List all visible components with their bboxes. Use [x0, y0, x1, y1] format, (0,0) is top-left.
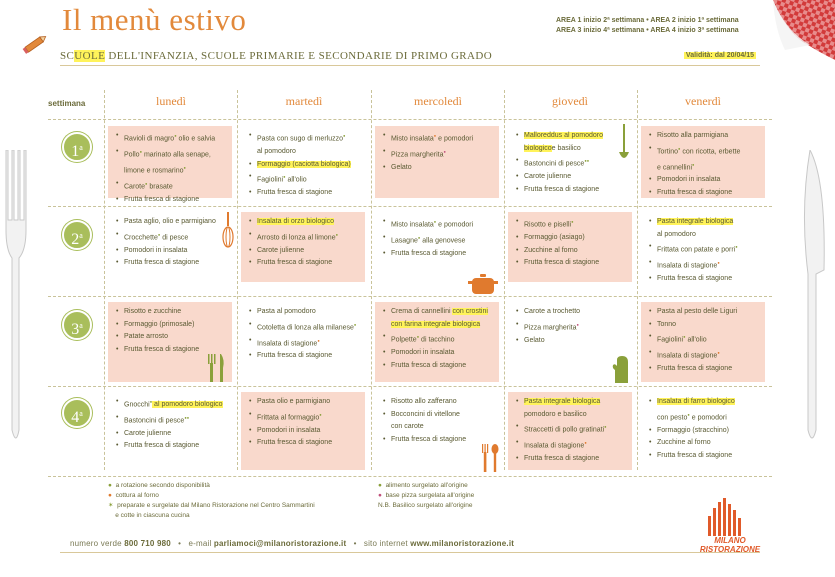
- dish-item: • Arrosto di lonza al limone●: [249, 229, 365, 245]
- menu-cell: [108, 126, 232, 203]
- dish-item: • Frutta fresca di stagione: [116, 194, 232, 207]
- dish-item: • Carote julienne: [249, 245, 365, 258]
- week-column-label: settimana: [48, 99, 86, 108]
- dish-item: • Pasta aglio, olio e parmigiano: [116, 216, 232, 229]
- dish-item: • Pasta al pomodoro: [249, 306, 365, 319]
- week-badge-4: 4$^a$: [62, 398, 92, 428]
- marker-dot: ●: [443, 148, 446, 154]
- legend-item: e cotte in ciascuna cucina: [115, 512, 190, 519]
- marker-dot: ●: [416, 334, 420, 340]
- dish-item: • Straccetti di pollo gratinati●: [516, 421, 632, 437]
- dish-item: limone e rosmarino●: [124, 164, 186, 175]
- marker-dot: ●: [571, 219, 574, 224]
- dish-item: • Pasta con sugo di merluzzo●: [249, 130, 365, 146]
- subtitle-bar: [60, 48, 760, 66]
- dish-item: • Frutta fresca di stagione: [649, 187, 765, 200]
- marker-dot: ●: [157, 231, 161, 237]
- menu-cell: [641, 126, 765, 198]
- area-schedule: AREA 1 inizio 2ª settimana • AREA 2 inizio 1ª settimana AREA 3 inizio 4ª settimana • AREA 4 inizio 3ª settimana: [556, 17, 739, 34]
- grid-divider: [637, 90, 638, 470]
- dish-item: • Pollo● marinato alla senape,: [116, 146, 232, 162]
- marker-dot: ●: [139, 148, 142, 154]
- marker-dot: ●: [335, 231, 339, 237]
- menu-cell: [108, 212, 232, 282]
- marker-dot: ●: [678, 145, 681, 151]
- menu-cell: [508, 392, 632, 470]
- fork-spoon-icon: [480, 444, 500, 472]
- dish-item: • Misto insalata● e pomodori: [383, 130, 499, 146]
- marker-dot: ●: [283, 174, 286, 180]
- dish-item: • Ravioli di magro● olio e salvia: [116, 130, 232, 146]
- marker-dot: ●: [735, 244, 738, 250]
- dish-item: • Lasagne● alla genovese: [383, 232, 499, 248]
- dish-item: • Zucchine al forno: [649, 437, 765, 450]
- legend-item: ● alimento surgelato all'origine: [378, 482, 468, 489]
- page-title: Il menù estivo: [62, 2, 247, 37]
- contact-footer: numero verde 800 710 980 • e-mail parliamoci@milanoristorazione.it • sito internet www.milanoristorazione.it: [70, 539, 515, 548]
- menu-cell: [375, 302, 499, 382]
- menu-cell: [241, 126, 365, 198]
- dish-item: • Risotto e zucchine: [116, 306, 232, 319]
- menu-cell: [241, 392, 365, 470]
- menu-cell: [641, 302, 765, 382]
- dish-item: con pesto● e pomodori: [657, 411, 727, 421]
- dish-item: • Insalata di stagione●: [516, 437, 632, 453]
- logo-text: MILANO RISTORAZIONE: [699, 536, 761, 554]
- dish-item: • Formaggio (stracchino): [649, 425, 765, 438]
- dish-item: • Pasta integrale biologica: [516, 396, 632, 409]
- dish-item: • Crocchette● di pesce: [116, 229, 232, 245]
- dish-item: • Pomodori in insalata: [249, 425, 365, 438]
- dish-item: e cannellini●: [657, 161, 695, 171]
- day-header-friday: venerdì: [685, 94, 721, 108]
- fork-icon: [0, 150, 40, 450]
- marker-dot: ●: [183, 164, 186, 170]
- marker-dot: ●: [576, 321, 579, 327]
- website-link[interactable]: www.milanoristorazione.it: [410, 539, 515, 548]
- menu-cell: [641, 392, 765, 470]
- dish-item: • Insalata di stagione●: [649, 347, 765, 363]
- dish-item: • Frutta fresca di stagione: [383, 360, 499, 373]
- dish-item: • Frittata al formaggio●: [249, 409, 365, 425]
- marker-dot: ●: [417, 234, 421, 240]
- dish-item: • Risotto alla parmigiana: [649, 130, 765, 143]
- marker-dot: ●: [145, 180, 148, 186]
- legend-item: ● a rotazione secondo disponibilità: [108, 482, 210, 489]
- dish-item: • Pizza margherita●: [383, 146, 499, 162]
- marker-dot: ●: [343, 133, 346, 138]
- school-subtitle: SCUOLE DELL'INFANZIA, SCUOLE PRIMARIE E SECONDARIE DI PRIMO GRADO: [60, 50, 493, 62]
- grid-divider: [237, 90, 238, 470]
- legend-right: [378, 481, 474, 511]
- grid-divider: [48, 386, 772, 387]
- dish-item: • Bocconcini di vitellone: [383, 409, 499, 422]
- dish-item: • Crema di cannellini con crostini: [383, 306, 499, 319]
- dish-item: • Pasta al pesto delle Liguri: [649, 306, 765, 319]
- menu-cell: [641, 212, 765, 282]
- week-badge-1: 1$^a$: [62, 132, 92, 162]
- dish-item: • Frutta fresca di stagione: [383, 248, 499, 261]
- menu-cell: [241, 212, 365, 282]
- grid-divider: [104, 90, 105, 470]
- dish-item: • Pasta olio e parmigiano: [249, 396, 365, 409]
- dish-item: • Pizza margherita●: [516, 319, 632, 335]
- menu-cell: [108, 392, 232, 470]
- marker-dot: ●: [319, 411, 322, 417]
- grid-divider: [48, 296, 772, 297]
- dish-item: • Frutta fresca di stagione: [249, 437, 365, 450]
- dish-item: • Insalata di stagione●: [649, 257, 765, 273]
- dish-item: • Pasta integrale biologica: [649, 216, 765, 229]
- area-1: AREA 1 inizio 2ª settimana: [556, 17, 645, 24]
- marker-dot: ●: [433, 133, 437, 138]
- menu-cell: [375, 126, 499, 198]
- marker-dot: ●: [683, 334, 686, 340]
- dish-item: • Frittata con patate e porri●: [649, 241, 765, 257]
- marker-dot: ●●: [184, 414, 190, 420]
- dish-item: • Frutta fresca di stagione: [249, 187, 365, 200]
- dish-item: • Insalata di stagione●: [249, 335, 365, 351]
- dish-item: • Zucchine al forno: [516, 245, 632, 258]
- menu-cell: [508, 212, 632, 282]
- dish-item: con carote: [391, 423, 424, 431]
- marker-dot: ●: [317, 337, 320, 343]
- marker-dot: ●●: [584, 158, 590, 164]
- marker-dot: ●: [174, 133, 177, 138]
- dish-item: biologicoe basilico: [524, 144, 581, 152]
- validity-date: Validità: dal 20/04/15: [685, 52, 754, 59]
- dish-item: • Bastoncini di pesce●●: [116, 412, 232, 428]
- menu-cell: [241, 302, 365, 382]
- dish-item: • Pomodori in insalata: [116, 245, 232, 258]
- grid-divider: [504, 90, 505, 470]
- marker-dot: ●: [353, 321, 357, 327]
- dish-item: • Formaggio (primosale): [116, 319, 232, 332]
- dish-item: • Carote julienne: [116, 428, 232, 441]
- day-header-monday: lunedì: [156, 94, 186, 108]
- area-4: AREA 4 inizio 3ª settimana: [650, 27, 739, 34]
- dish-item: • Frutta fresca di stagione: [116, 257, 232, 270]
- dish-item: pomodoro e basilico: [524, 410, 587, 418]
- oven-mitt-icon: [612, 356, 632, 384]
- dish-item: • Carote julienne: [516, 171, 632, 184]
- dish-item: • Frutta fresca di stagione: [383, 434, 499, 447]
- day-header-wednesday: mercoledì: [414, 94, 462, 108]
- email-link[interactable]: parliamoci@milanoristorazione.it: [213, 539, 347, 548]
- dish-item: • Frutta fresca di stagione: [649, 450, 765, 463]
- dish-item: • Gnocchi● al pomodoro biologico: [116, 396, 232, 412]
- knife-icon: [790, 150, 835, 450]
- marker-dot: ●: [717, 350, 720, 356]
- week-badge-2: 2$^a$: [62, 220, 92, 250]
- dish-item: • Polpette● di tacchino: [383, 331, 499, 347]
- legend-item: ✶ preparate e surgelate dal Milano Ristorazione nel Centro Sammartini: [108, 502, 315, 509]
- dish-item: • Frutta fresca di stagione: [249, 257, 365, 270]
- dish-item: • Frutta fresca di stagione: [649, 363, 765, 376]
- tablecloth-decoration: [765, 0, 835, 70]
- whisk-icon: [221, 212, 235, 248]
- footer-divider: [60, 552, 760, 553]
- dish-item: al pomodoro: [257, 147, 296, 155]
- dish-item: • Gelato: [383, 162, 499, 175]
- dish-item: • Insalata di farro biologico: [649, 396, 765, 409]
- dish-item: • Frutta fresca di stagione: [116, 344, 232, 357]
- dish-item: • Tonno: [649, 319, 765, 332]
- marker-dot: ●: [149, 399, 153, 404]
- dish-item: con farina integrale biologica: [391, 320, 481, 328]
- legend-left: [108, 481, 315, 521]
- dish-item: • Pomodori in insalata: [649, 174, 765, 187]
- dish-item: • Frutta fresca di stagione: [516, 453, 632, 466]
- dish-item: • Bastoncini di pesce●●: [516, 155, 632, 171]
- dish-item: • Cotoletta di lonza alla milanese●: [249, 319, 365, 335]
- dish-item: • Frutta fresca di stagione: [116, 440, 232, 453]
- cutlery-icon: [205, 354, 227, 382]
- marker-dot: ●: [604, 424, 607, 430]
- day-header-tuesday: martedì: [285, 94, 323, 108]
- dish-item: • Formaggio (caciotta biologica): [249, 159, 365, 172]
- dish-item: • Formaggio (asiago): [516, 232, 632, 245]
- dish-item: • Gelato: [516, 335, 632, 348]
- phone-number: 800 710 980: [124, 539, 171, 548]
- dish-item: al pomodoro: [657, 230, 696, 238]
- dish-item: • Fagiolini● all'olio: [649, 331, 765, 347]
- area-2: AREA 2 inizio 1ª settimana: [650, 17, 739, 24]
- pot-icon: [468, 272, 498, 296]
- day-header-thursday: giovedì: [552, 94, 588, 108]
- menu-cell: [508, 126, 632, 198]
- dish-item: • Insalata di orzo biologico: [249, 216, 365, 229]
- dish-item: • Frutta fresca di stagione: [516, 184, 632, 197]
- dish-item: • Fagiolini● all'olio: [249, 171, 365, 187]
- dish-item: • Frutta fresca di stagione: [249, 350, 365, 363]
- dish-item: • Misto insalata● e pomodori: [383, 216, 499, 232]
- marker-dot: ●: [433, 219, 437, 224]
- dish-item: • Risotto allo zafferano: [383, 396, 499, 409]
- legend-item: ● cottura al forno: [108, 492, 159, 499]
- dish-item: • Frutta fresca di stagione: [516, 257, 632, 270]
- legend-item: N.B. Basilico surgelato all'origine: [378, 502, 473, 509]
- week-badge-3: 3$^a$: [62, 310, 92, 340]
- marker-dot: ●: [692, 161, 695, 167]
- pencil-icon: [22, 34, 48, 59]
- legend-item: ● base pizza surgelata all'origine: [378, 492, 475, 499]
- marker-dot: ●: [717, 260, 720, 266]
- dish-item: • Carote a trochetto: [516, 306, 632, 319]
- grid-divider: [371, 90, 372, 470]
- grid-divider: [48, 476, 772, 477]
- marker-dot: ●: [584, 440, 587, 446]
- dish-item: • Pomodori in insalata: [383, 347, 499, 360]
- dish-item: • Malloreddus al pomodoro: [516, 130, 632, 143]
- dish-item: • Carote● brasate: [116, 178, 232, 194]
- dish-item: • Tortino● con ricotta, erbette: [649, 143, 765, 159]
- grid-divider: [48, 119, 772, 120]
- dish-item: • Frutta fresca di stagione: [649, 273, 765, 286]
- area-3: AREA 3 inizio 4ª settimana: [556, 27, 645, 34]
- dish-item: • Risotto e piselli●: [516, 216, 632, 232]
- ladle-icon: [619, 124, 629, 162]
- marker-dot: ●: [687, 411, 690, 417]
- dish-item: • Patate arrosto: [116, 331, 232, 344]
